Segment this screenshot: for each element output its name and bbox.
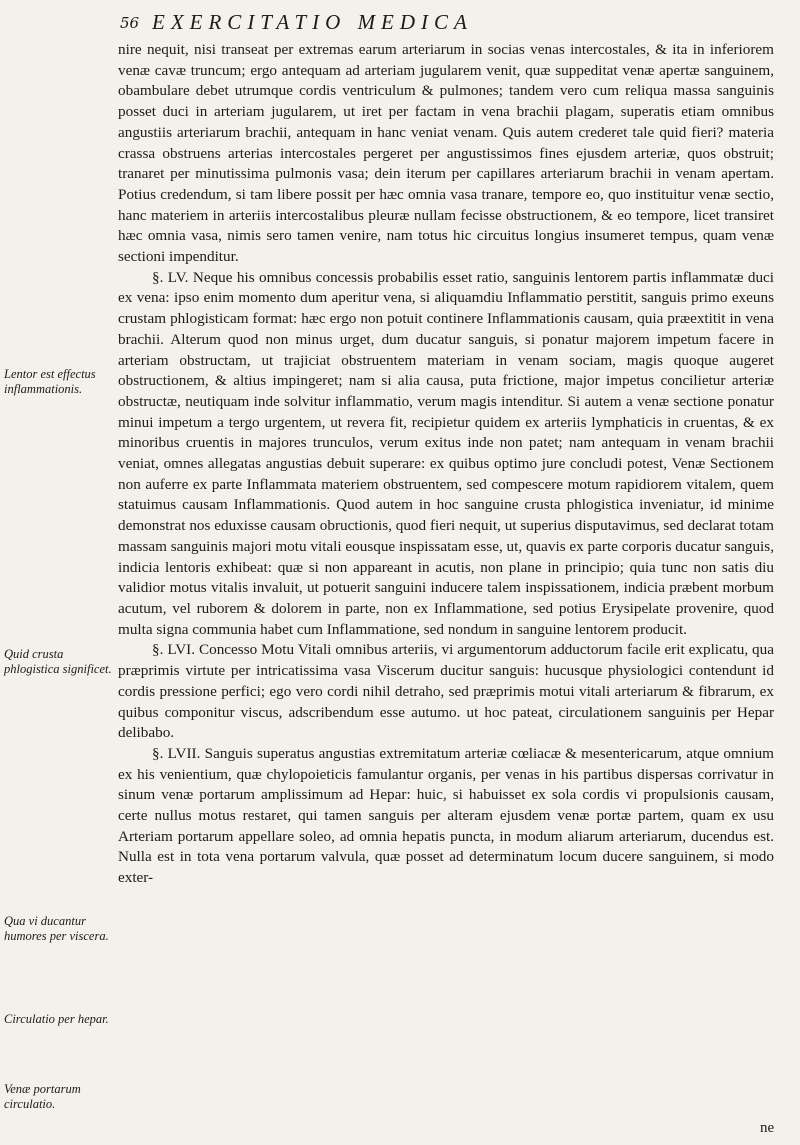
page-header bbox=[0, 10, 800, 40]
paragraph-section-57: §. LVII. Sanguis superatus angustias extremitatum arteriæ cœliacæ & mesentericarum, atque omnium ex his venientium, quæ chylopoieticis famulantur organis, per venas in his partibus dispersas corrivatur in sinum venæ portarum amplissimum ad Hepar: huic, si habuisset ex sola cordis vi propulsionis causam, certe nullus motus restaret, qui tamen sanguis per alteram ejusdem venæ portæ partem, quam ex usu Arteriam portarum appellare soleo, ad omnia hepatis puncta, in modum aliarum arteriarum, ducendus est. Nulla est in tota vena portarum valvula, quæ posset ad determinatum locum ducere sanguinem, si modo exter- bbox=[118, 744, 774, 887]
paragraph-section-56: §. LVI. Concesso Motu Vitali omnibus arteriis, vi argumentorum adductorum facile erit explicatu, qua præprimis virtute per intricatissima vasa Viscerum ducitur sanguis: hucusque physiologici contendunt id cordis pressione perfici; ego vero cordi nihil detraho, sed præprimis motui vitali arteriarum & fibrarum, ex quibus componitur viscus, adscribendum esse autumo. ut hoc pateat, circulationem sanguinis per Hepar delibabo. bbox=[118, 641, 774, 742]
margin-note-viscera: Qua vi ducantur humores per viscera. bbox=[4, 914, 109, 943]
margin-note-hepar: Circulatio per hepar. bbox=[4, 1012, 109, 1026]
margin-notes bbox=[0, 0, 116, 1145]
paragraph-continued: nire nequit, nisi transeat per extremas earum arteriarum in socias venas intercostales, & ita in inferiorem venæ cavæ truncum; ergo antequam ad arteriam jugularem venit, quæ suppeditat venæ apertæ sanguinem, obambulare debet utrumque cordis ventriculum & pulmones; tandem vero cum reliqua massa sanguinis posset duci in arteriam jugularem, ut iret per factam in vena brachii plagam, superatis etiam omnibus angustiis arteriarum brachii, antequam in hanc veniat venam. Quis autem crederet tale quid fieri? materia crassa obstruens arterias intercostales pergeret per angustissimos fines ejusdem arteriæ, quos obstruit; tranaret per minutissima pulmonis vasa; dein iterum per capillares arteriarum brachii in venam apertam. Potius credendum, si tam libere possit per hæc omnia vasa tranare, tempore eo, quo instituitur venæ sectio, hanc materiem in arteriis intercostalibus pleuræ nullam fecisse obstructionem, & eo tempore, licet transiret hæc omnia vasa, nimis sero tamen venire, nam totus hic circuitus longius insumeret tempus, quam venæ sectioni impenditur. bbox=[118, 41, 774, 266]
catchword: ne bbox=[760, 1120, 775, 1136]
page-number: 56 bbox=[120, 14, 140, 32]
running-head: EXERCITATIO MEDICA bbox=[152, 10, 473, 34]
paragraph-section-55: §. LV. Neque his omnibus concessis probabilis esset ratio, sanguinis lentorem partis inflammatæ duci ex vena: ipso enim momento dum aperitur vena, si aliquamdiu Inflammatio perstitit, sanguis primo exeuns crustam phlogisticam format: hæc ergo non potuit continere Inflammationis causam, quia præextitit in vena brachii. Alterum quod non minus urget, dum ducatur sanguis, si ponatur majorem impetum facere in arteriam obstructam, ut trajiciat obstruentem materiam in venam sociam, magis quoque augeret obstructionem, & altius impingeret; nam si alia causa, puta frictione, major impetus concilietur arteriæ obstructæ, neutiquam inde solvitur inflammatio, verum magis intenditur. Si autem a venæ sectione ponatur minui impetum a tergo urgentem, ut revera fit, recipietur quidem ex arteriis lymphaticis in cruentas, & ex minoribus cruentis in majores trunculos, verum exitus inde non patet; nam antequam in venam brachii veniat, omnes allegatas angustias debuit superare: ex quibus optimo jure concludi potest, Venæ Sectionem non auferre ex parte Inflammata materiem obstruentem, sed compescere motum rapidiorem vitalem, quem statuimus causam Inflammationis. Quod autem in hoc sanguine crusta phlogistica inveniatur, id minime demonstrat nos eduxisse causam obructionis, quod fieri nequit, ut superius disputavimus, sed declarat totam massam sanguinis majori motu vitali eousque inspissatam esse, ut, quavis ex parte corporis ducatur sanguis, indicia lentoris exhibeat: quæ si non appareant in acutis, non plane in principio; quia tunc non satis diu validior motus vitalis invaluit, ut potuerit sanguini inducere talem inspissationem, indicia præbent morbum acutum, vel ruborem & dolorem in parte, non ex Inflammatione, sed potius Erysipelate provenire, quod multa signa communia habet cum Inflammatione, sed nondum in sanguine lentorem producit. bbox=[118, 268, 774, 638]
margin-note-vena-portarum: Venæ portarum circulatio. bbox=[4, 1082, 81, 1111]
margin-note-crusta: Quid crusta phlogistica significet. bbox=[4, 647, 112, 676]
margin-note-lentor: Lentor est effectus inflammationis. bbox=[4, 367, 96, 396]
body-text bbox=[118, 40, 774, 889]
